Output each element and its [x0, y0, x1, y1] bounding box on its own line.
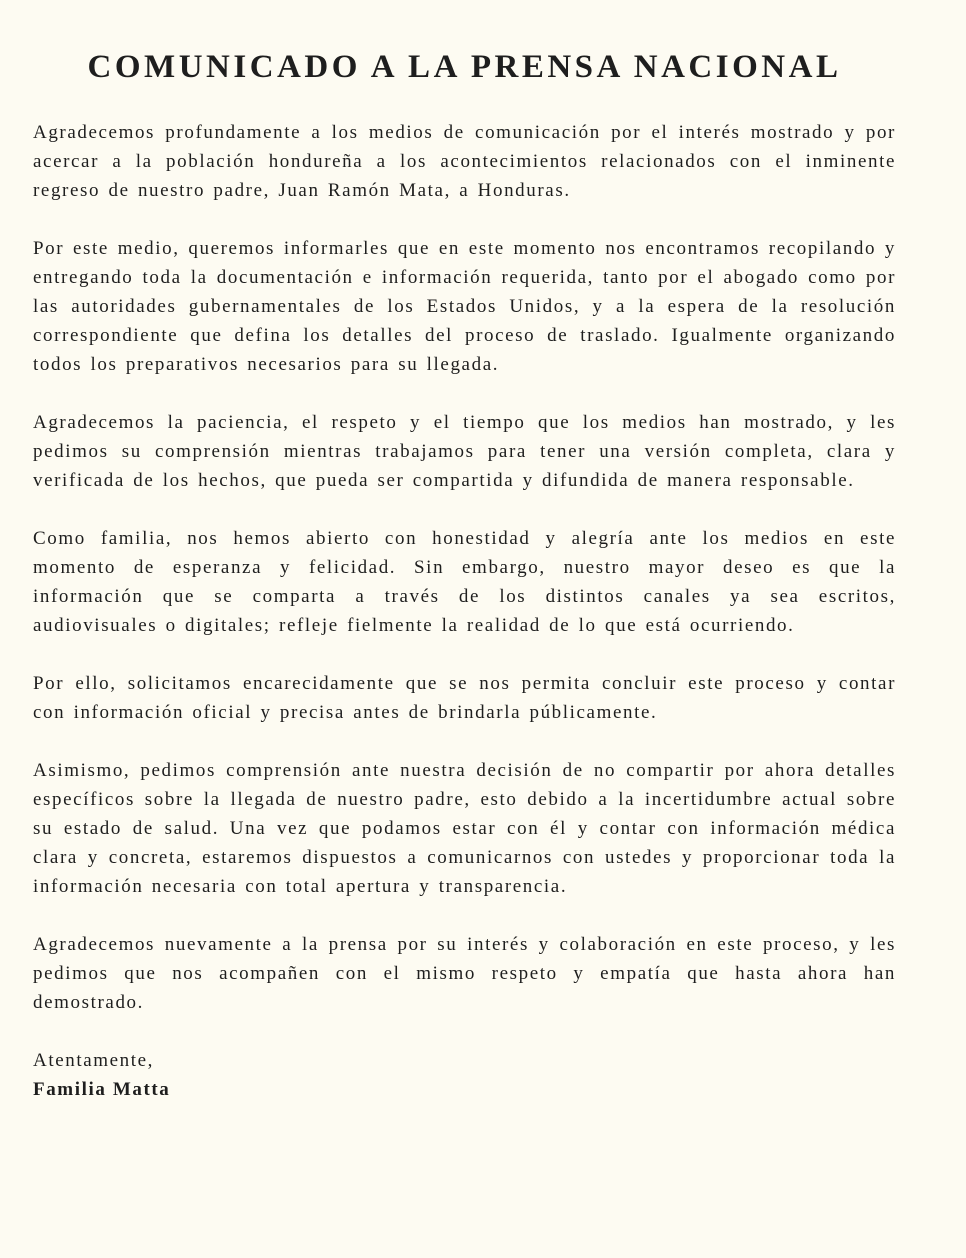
signature: Familia Matta: [33, 1079, 171, 1100]
paragraph: Como familia, nos hemos abierto con honestidad y alegría ante los medios en este momento de esperanza y felicidad. Sin embargo, nuestro mayor deseo es que la información que se comparta a través de los distintos canales ya sea escritos, audiovisuales o digitales; refleje fielmente la realidad de lo que está ocurriendo.: [33, 528, 896, 636]
document-title: COMUNICADO A LA PRENSA NACIONAL: [87, 49, 842, 85]
paragraph: Por este medio, queremos informarles que en este momento nos encontramos recopilando y entregando toda la documentación e información requerida, tanto por el abogado como por las autoridades gubernamentales de los Estados Unidos, y a la espera de la resolución correspondiente que defina los detalles del proceso de traslado. Igualmente organizando todos los preparativos necesarios para su llegada.: [33, 238, 896, 375]
paragraph: Agradecemos la paciencia, el respeto y el tiempo que los medios han mostrado, y les pedimos su comprensión mientras trabajamos para tener una versión completa, clara y verificada de los hechos, que pueda ser compartida y difundida de manera responsable.: [33, 412, 896, 491]
closing-salutation: Atentamente,: [33, 1050, 155, 1071]
document-body: [33, 118, 896, 1104]
paragraph: Por ello, solicitamos encarecidamente que se nos permita concluir este proceso y contar con información oficial y precisa antes de brindarla públicamente.: [33, 673, 896, 723]
paragraph: Asimismo, pedimos comprensión ante nuestra decisión de no compartir por ahora detalles específicos sobre la llegada de nuestro padre, esto debido a la incertidumbre actual sobre su estado de salud. Una vez que podamos estar con él y contar con información médica clara y concreta, estaremos dispuestos a comunicarnos con ustedes y proporcionar toda la información necesaria con total apertura y transparencia.: [33, 760, 896, 897]
paragraph: Agradecemos profundamente a los medios de comunicación por el interés mostrado y por acercar a la población hondureña a los acontecimientos relacionados con el inminente regreso de nuestro padre, Juan Ramón Mata, a Honduras.: [33, 122, 896, 201]
paragraph: Agradecemos nuevamente a la prensa por su interés y colaboración en este proceso, y les pedimos que nos acompañen con el mismo respeto y empatía que hasta ahora han demostrado.: [33, 934, 896, 1013]
